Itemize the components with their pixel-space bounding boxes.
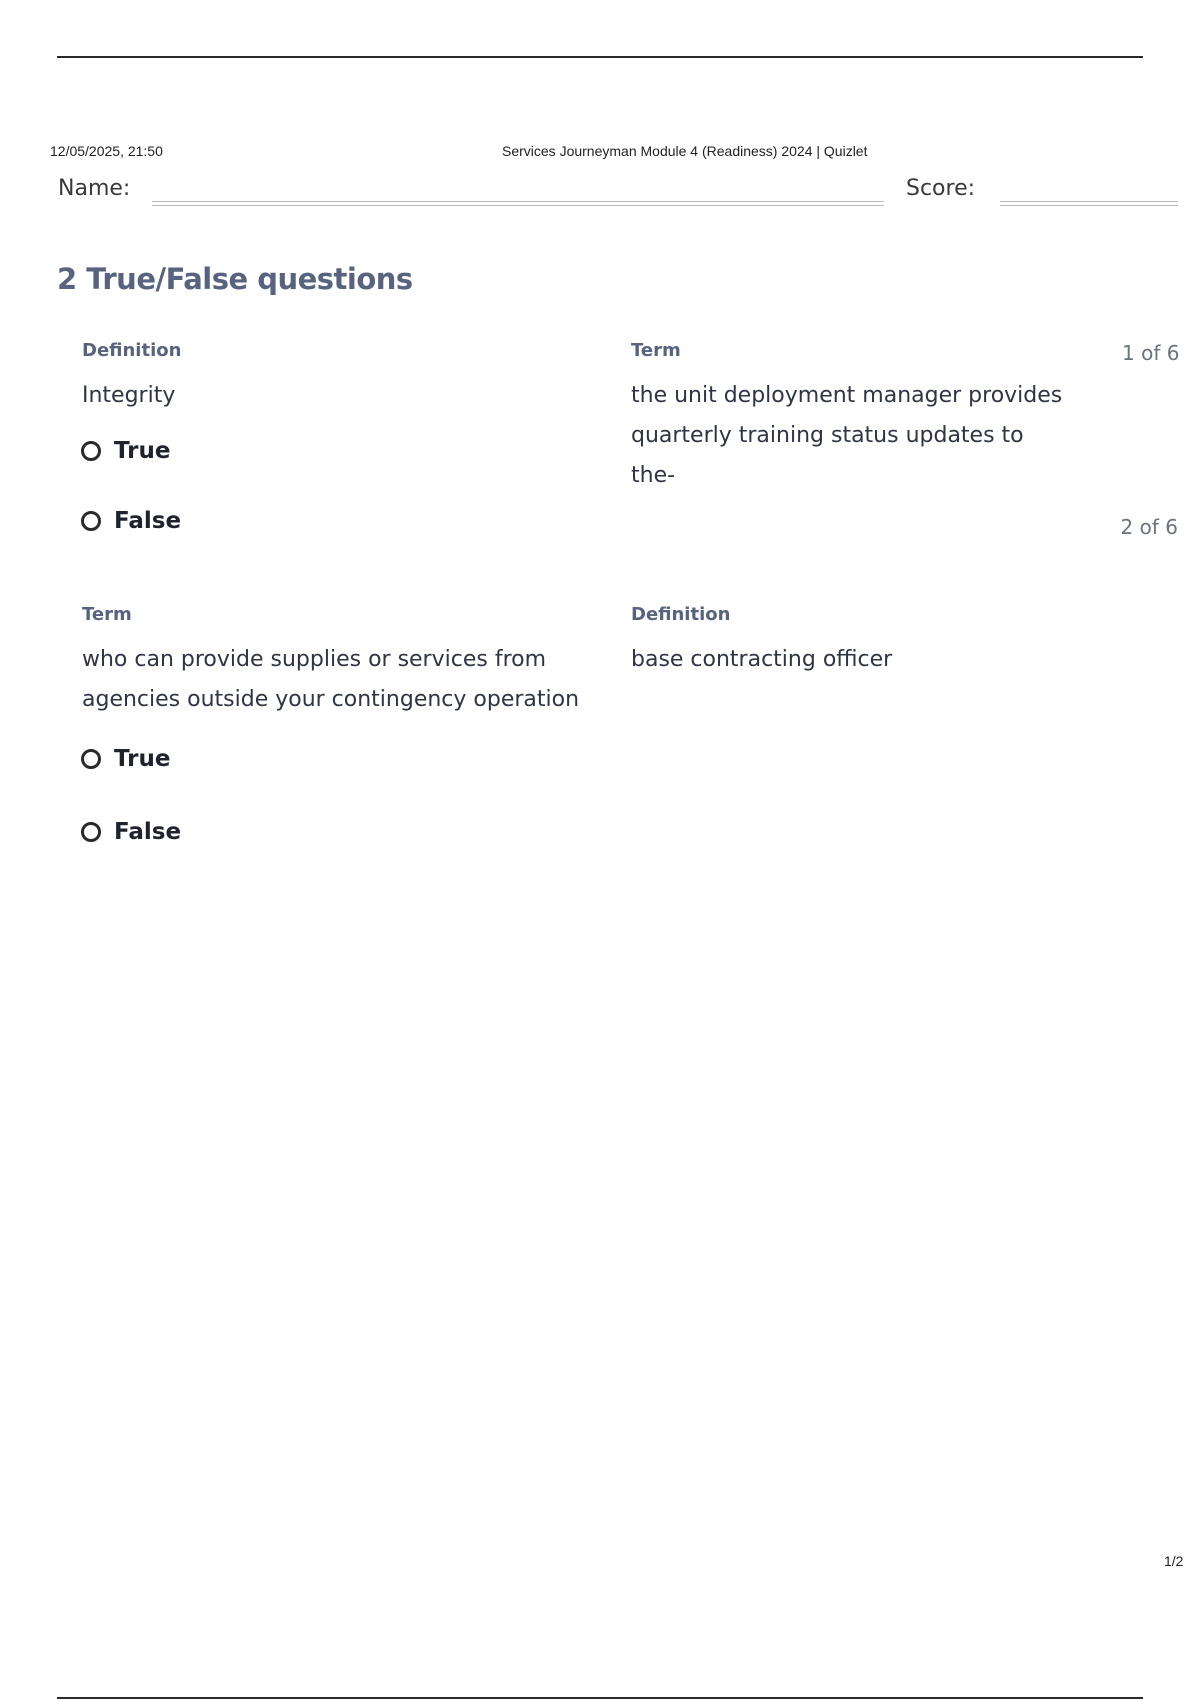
question-1-option-true[interactable] — [81, 436, 170, 466]
question-1-option-false[interactable] — [81, 506, 181, 536]
right-column-label: Definition — [631, 604, 731, 625]
radio-circle-icon[interactable] — [81, 749, 101, 769]
question-2-option-true[interactable] — [81, 744, 170, 774]
print-date: 12/05/2025, 21:50 — [50, 143, 163, 159]
question-2-right-column — [631, 604, 1151, 680]
right-column-text: the unit deployment manager provides quarterly training status updates to the- — [631, 383, 1063, 488]
name-field[interactable] — [152, 201, 884, 206]
print-title: Services Journeyman Module 4 (Readiness) 2024 | Quizlet — [502, 143, 868, 159]
bottom-rule — [57, 1697, 1143, 1699]
option-label: True — [114, 746, 171, 772]
option-label: False — [114, 819, 182, 845]
score-field[interactable] — [1000, 201, 1178, 206]
right-column-label: Term — [631, 340, 681, 361]
question-1-left-column — [82, 340, 602, 416]
question-counter: 2 of 6 — [1120, 515, 1178, 539]
page-number: 1/2 — [1164, 1553, 1184, 1569]
radio-circle-icon[interactable] — [81, 822, 101, 842]
question-2-option-false[interactable] — [81, 817, 181, 847]
section-title: 2 True/False questions — [57, 262, 413, 296]
right-column-text: base contracting officer — [631, 647, 893, 672]
score-label: Score: — [906, 176, 976, 201]
question-counter: 1 of 6 — [1122, 341, 1180, 365]
left-column-label: Definition — [82, 340, 182, 361]
radio-circle-icon[interactable] — [81, 441, 101, 461]
radio-circle-icon[interactable] — [81, 511, 101, 531]
top-rule — [57, 56, 1143, 58]
question-1-right-column — [631, 340, 1151, 496]
option-label: False — [114, 508, 182, 534]
left-column-label: Term — [82, 604, 132, 625]
name-label: Name: — [58, 176, 131, 201]
option-label: True — [114, 438, 171, 464]
name-score-row — [0, 172, 1200, 212]
left-column-text: who can provide supplies or services from agencies outside your contingency operation — [82, 647, 580, 712]
left-column-text: Integrity — [82, 383, 176, 408]
question-2-left-column — [82, 604, 602, 720]
